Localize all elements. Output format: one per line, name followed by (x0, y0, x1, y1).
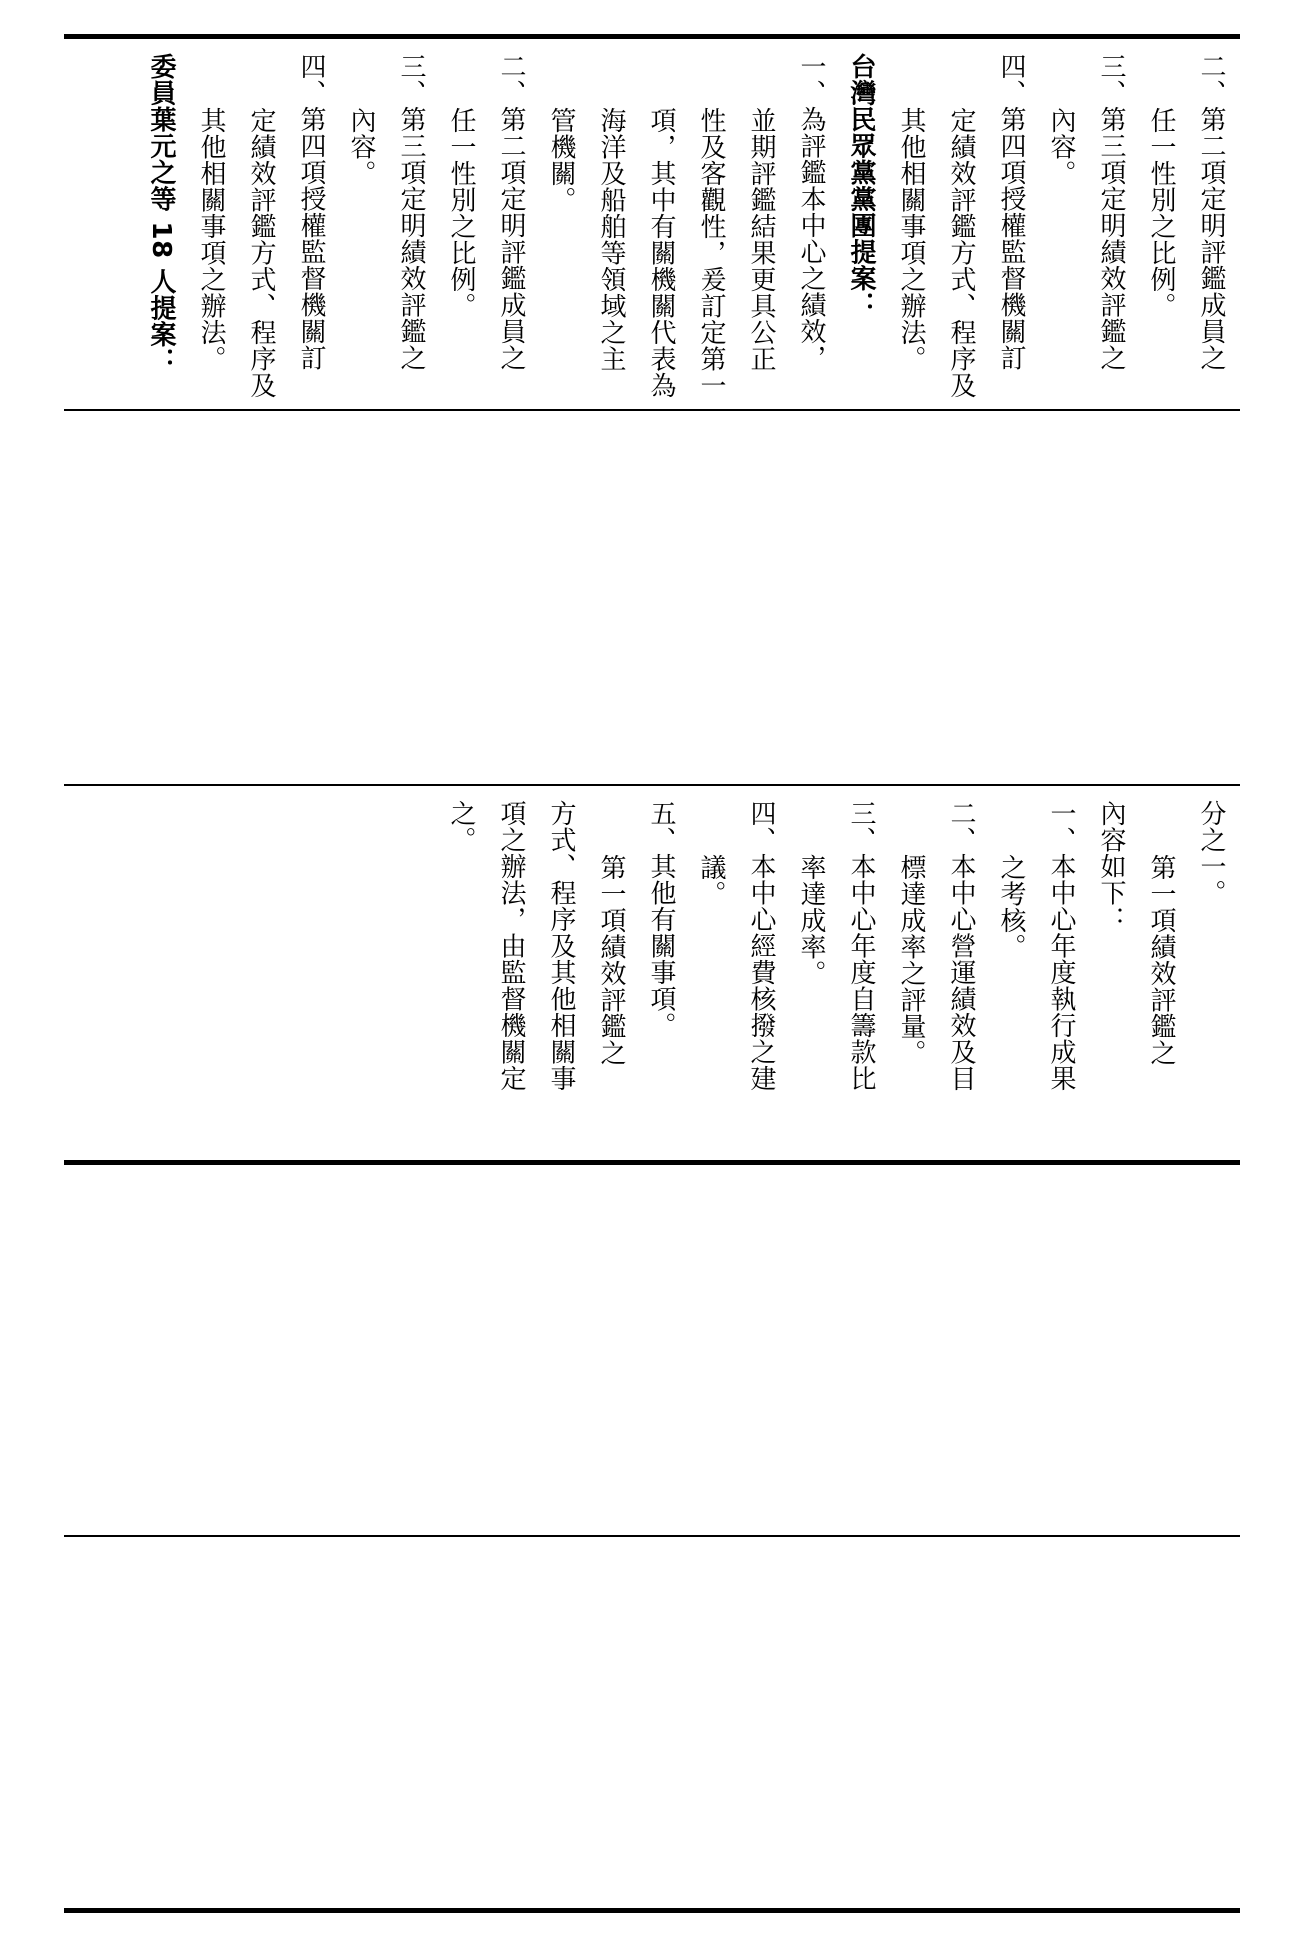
text-line: 第一項績效評鑑之 (1146, 854, 1176, 1066)
text-line: 第一項績效評鑑之 (596, 854, 626, 1066)
text-line: 三、本中心年度自籌款比 (846, 800, 876, 1092)
text-line: 海洋及船舶等領域之主 (596, 107, 626, 372)
text-line: 性及客觀性，爰訂定第一 (696, 107, 726, 399)
text-line: 二、第二項定明評鑑成員之 (496, 53, 526, 371)
section-3-text (436, 800, 1236, 1092)
proposal-heading: 委員葉元之等 18 人提案： (146, 53, 176, 375)
section-2-blank (64, 411, 1240, 784)
text-line: 議。 (696, 854, 726, 907)
text-line: 任一性別之比例。 (1146, 107, 1176, 319)
text-line: 三、第三項定明績效評鑑之 (396, 53, 426, 371)
section-3-article-text (64, 786, 1240, 1160)
text-line: 率達成率。 (796, 854, 826, 987)
text-line: 五、其他有關事項。 (646, 800, 676, 1039)
bottom-rule (64, 1908, 1240, 1913)
text-line: 四、第四項授權監督機關訂 (296, 53, 326, 371)
text-line: 其他相關事項之辦法。 (196, 107, 226, 372)
text-line: 定績效評鑑方式、程序及 (946, 107, 976, 399)
text-line: 管機關。 (546, 107, 576, 213)
section-1-text (136, 53, 1236, 399)
text-line: 標達成率之評量。 (896, 854, 926, 1066)
text-line: 內容。 (1046, 107, 1076, 187)
text-line: 一、為評鑑本中心之績效， (796, 53, 826, 371)
text-line: 並期評鑑結果更具公正 (746, 107, 776, 372)
text-line: 項，其中有關機關代表為 (646, 107, 676, 399)
text-line: 四、本中心經費核撥之建 (746, 800, 776, 1092)
text-line: 分之一。 (1196, 800, 1226, 906)
text-line: 四、第四項授權監督機關訂 (996, 53, 1026, 371)
text-line: 二、本中心營運績效及目 (946, 800, 976, 1092)
text-line: 二、第二項定明評鑑成員之 (1196, 53, 1226, 371)
text-line: 方式、程序及其他相關事 (546, 800, 576, 1092)
section-1-explanation (64, 39, 1240, 409)
text-line: 內容。 (346, 107, 376, 187)
section-4-blank (64, 1165, 1240, 1535)
text-line: 項之辦法，由監督機關定 (496, 800, 526, 1092)
text-line: 三、第三項定明績效評鑑之 (1096, 53, 1126, 371)
text-line: 其他相關事項之辦法。 (896, 107, 926, 372)
section-5-blank (64, 1537, 1240, 1908)
text-line: 之考核。 (996, 854, 1026, 960)
text-line: 任一性別之比例。 (446, 107, 476, 319)
text-line: 內容如下： (1096, 800, 1126, 933)
text-line: 之。 (446, 800, 476, 853)
proposal-heading: 台灣民眾黨黨團提案： (846, 53, 876, 318)
text-line: 一、本中心年度執行成果 (1046, 800, 1076, 1092)
text-line: 定績效評鑑方式、程序及 (246, 107, 276, 399)
